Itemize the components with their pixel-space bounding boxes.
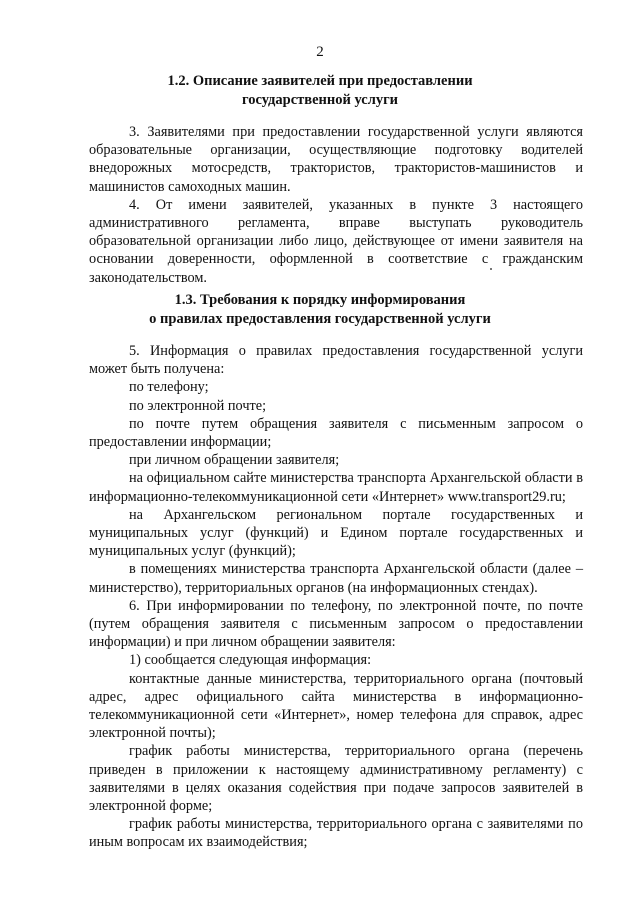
paragraph-6-subitem: 1) сообщается следующая информация: <box>129 652 372 669</box>
paragraph-6-detail: контактные данные министерства, территориального органа (почтовый адрес, адрес официального сайта министерства в информационно-телекоммуникационной сети «Интернет», номер телефона для справок, адрес электронной почты); <box>89 670 583 742</box>
section-1-3-title-line1: 1.3. Требования к порядку информирования <box>174 292 466 308</box>
section-1-2-title-line2: государственной услуги <box>241 92 399 108</box>
page-number: 2 <box>316 44 324 60</box>
paragraph-5-item: в помещениях министерства транспорта Архангельской области (далее – министерство), территориальных органов (на информационных стендах). <box>89 561 583 596</box>
section-1-3-heading <box>0 291 640 329</box>
paragraph-6-detail: график работы министерства, территориального органа (перечень приведен в приложении к настоящему административному регламенту) с заявителями в целях оказания содействия при подаче запросов заявителей в электронной форме; <box>89 743 583 815</box>
paragraph-5-item: при личном обращении заявителя; <box>129 452 340 469</box>
paragraph-6-detail: график работы министерства, территориального органа с заявителями по иным вопросам их взаимодействия; <box>89 816 583 851</box>
section-1-3-title-line2: о правилах предоставления государственной услуги <box>149 311 491 327</box>
section-1-2-title-line1: 1.2. Описание заявителей при предоставлении <box>167 73 473 89</box>
scan-speck <box>490 268 492 270</box>
paragraph-5-item: по телефону; <box>129 379 209 396</box>
paragraph-5-item: по электронной почте; <box>129 397 267 414</box>
section-1-2-body <box>89 123 583 287</box>
paragraph-6: 6. При информировании по телефону, по электронной почте, по почте (путем обращения заявителя с письменным запросом о предоставлении информации) и при личном обращении заявителя: <box>89 597 583 651</box>
section-1-3-body <box>89 342 583 852</box>
paragraph-5: 5. Информация о правилах предоставления государственной услуги может быть получена: <box>89 343 583 378</box>
section-1-2-heading <box>0 72 640 110</box>
paragraph-5-item: по почте путем обращения заявителя с письменным запросом о предоставлении информации; <box>89 415 583 451</box>
paragraph-5-item: на официальном сайте министерства транспорта Архангельской области в информационно-телекоммуникационной сети «Интернет» www.transport29.ru; <box>89 470 583 505</box>
paragraph-5-item: на Архангельском региональном портале государственных и муниципальных услуг (функций) и Едином портале государственных и муниципальных услуг (функций); <box>89 506 583 560</box>
paragraph-3: 3. Заявителями при предоставлении государственной услуги являются образовательные организации, осуществляющие подготовку водителей внедорожных мотосредств, трактористов, трактористов-машинистов и машинистов самоходных машин. <box>89 124 583 195</box>
paragraph-4: 4. От имени заявителей, указанных в пункте 3 настоящего административного регламента, вправе выступать руководитель образовательной организации либо лицо, действующее от имени заявителя на основании доверенности, оформленной в соответствие с гражданским законодательством. <box>89 196 583 286</box>
